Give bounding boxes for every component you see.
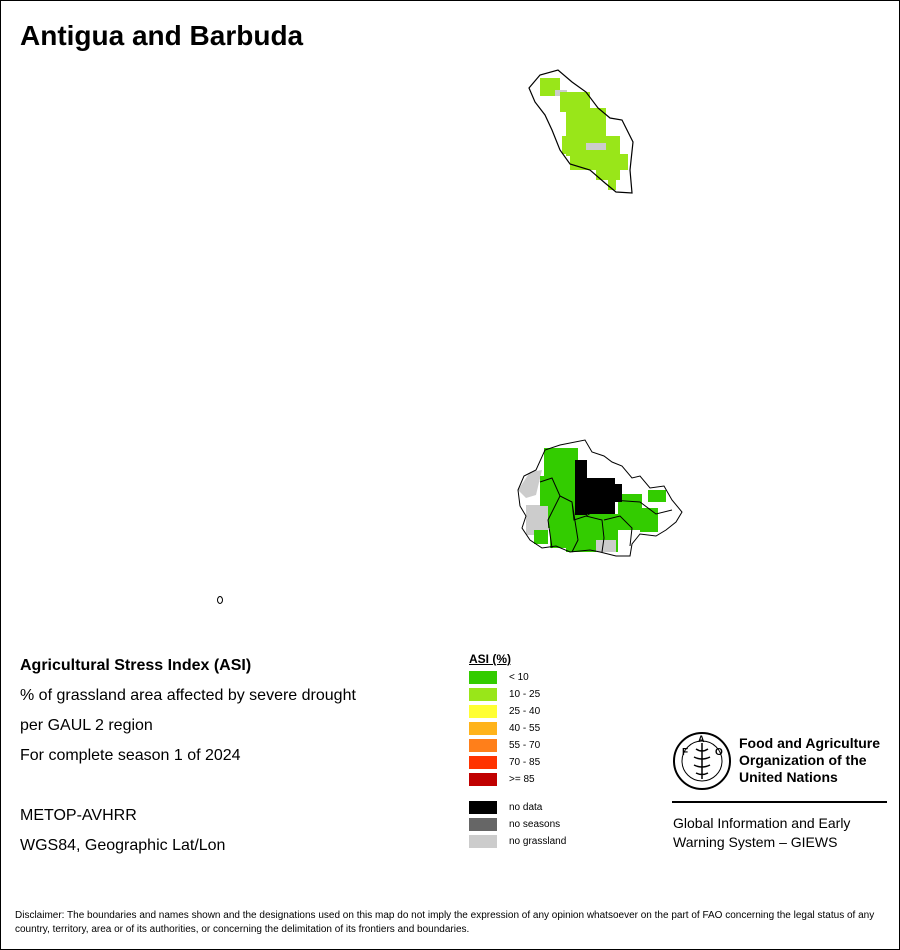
- region-antigua-green: [534, 530, 548, 544]
- pixel-barbuda: [558, 154, 566, 162]
- sensor-label: METOP-AVHRR: [20, 807, 137, 824]
- legend-item: [469, 773, 535, 786]
- legend-swatch: [469, 688, 497, 701]
- legend-item: [469, 801, 542, 814]
- legend-item: [469, 671, 529, 684]
- region-antigua-nodata: [612, 484, 622, 502]
- region-antigua-green: [640, 508, 658, 532]
- region-antigua-nodata: [585, 478, 615, 514]
- fao-logo-f: F: [682, 747, 689, 758]
- legend-label: no grassland: [509, 836, 567, 847]
- admin-level: per GAUL 2 region: [20, 717, 153, 734]
- giews-name: [673, 814, 850, 852]
- legend-item: [469, 739, 540, 752]
- index-name: Agricultural Stress Index (ASI): [20, 657, 252, 674]
- legend-label: 70 - 85: [509, 757, 541, 768]
- legend-swatch: [469, 801, 497, 814]
- legend-label: >= 85: [509, 774, 535, 785]
- region-antigua-grey: [596, 540, 616, 552]
- region-antigua-grey: [518, 470, 542, 498]
- legend-item: [469, 835, 566, 848]
- legend-swatch: [469, 722, 497, 735]
- island-antigua: [518, 440, 682, 556]
- fao-name-line: Food and Agriculture: [739, 735, 881, 751]
- region-antigua-green: [544, 448, 578, 478]
- index-description: % of grassland area affected by severe drought: [20, 687, 356, 704]
- disclaimer: Disclaimer: The boundaries and names shown and the designations used on this map do not imply the expression of any opinion whatsoever on the part of FAO concerning the legal status of any country, territory, area or of its authorities, or concerning the delimitation of its frontiers and boundaries.: [15, 910, 875, 935]
- legend-item: [469, 722, 540, 735]
- legend-item: [469, 818, 560, 831]
- legend-label: no seasons: [509, 819, 561, 830]
- fao-name: [739, 735, 880, 786]
- projection-label: WGS84, Geographic Lat/Lon: [20, 837, 226, 854]
- legend-label: 10 - 25: [509, 689, 541, 700]
- island-barbuda: [529, 70, 633, 193]
- legend-label: 40 - 55: [509, 723, 541, 734]
- legend-swatch: [469, 756, 497, 769]
- legend-label: 55 - 70: [509, 740, 541, 751]
- legend-swatch: [469, 705, 497, 718]
- season-label: For complete season 1 of 2024: [20, 747, 241, 764]
- giews-line: Global Information and Early: [673, 815, 851, 831]
- pixel-barbuda: [570, 154, 628, 170]
- legend-item: [469, 705, 540, 718]
- legend-label: no data: [509, 802, 543, 813]
- fao-logo-a: A: [698, 734, 705, 744]
- fao-divider: [672, 801, 887, 803]
- legend-swatch: [469, 773, 497, 786]
- region-antigua-green: [648, 490, 666, 502]
- fao-logo-icon: [672, 731, 732, 791]
- legend-label: 25 - 40: [509, 706, 541, 717]
- legend-label: < 10: [509, 672, 529, 683]
- map-title: Antigua and Barbuda: [20, 20, 304, 51]
- island-redonda: [218, 597, 223, 604]
- pixel-barbuda: [586, 143, 606, 150]
- legend-title: ASI (%): [469, 652, 511, 666]
- pixel-barbuda: [566, 108, 606, 138]
- fao-logo-o: O: [715, 747, 723, 758]
- fao-name-line: United Nations: [739, 769, 838, 785]
- legend-item: [469, 756, 540, 769]
- legend-item: [469, 688, 540, 701]
- giews-line: Warning System – GIEWS: [673, 834, 838, 850]
- legend-swatch: [469, 835, 497, 848]
- legend-swatch: [469, 818, 497, 831]
- legend-swatch: [469, 739, 497, 752]
- fao-name-line: Organization of the: [739, 752, 867, 768]
- legend-swatch: [469, 671, 497, 684]
